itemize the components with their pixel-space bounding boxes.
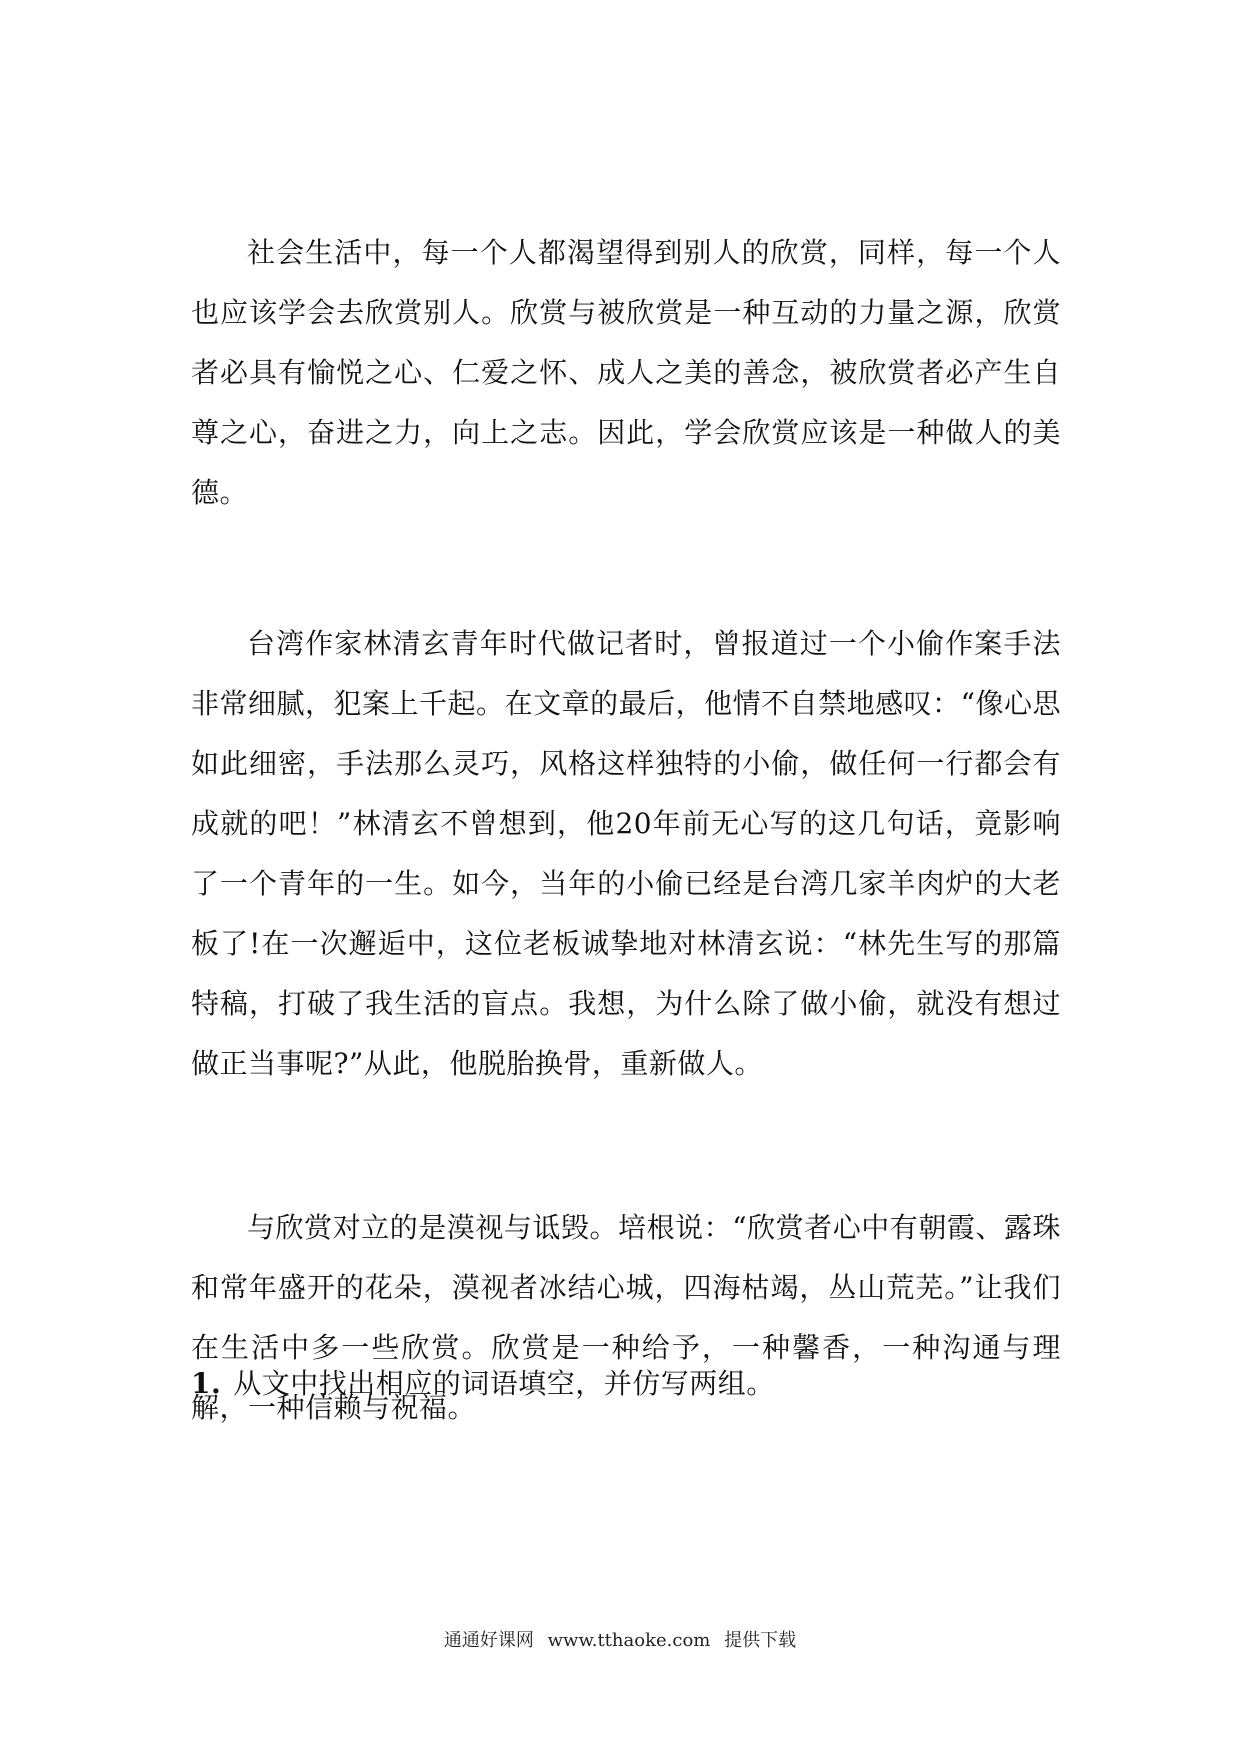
footer-action: 提供下载 [724, 1630, 797, 1651]
question-text: 从文中找出相应的词语填空，并仿写两组。 [233, 1367, 775, 1400]
footer-site-name: 通通好课网 [443, 1630, 534, 1651]
paragraph-appreciation-intro: 社会生活中，每一个人都渴望得到别人的欣赏，同样，每一个人也应该学会去欣赏别人。欣赏与被欣赏是一种互动的力量之源，欣赏者必具有愉悦之心、仁爱之怀、成人之美的善念，被欣赏者必产生自尊之心，奋进之力，向上之志。因此，学会欣赏应该是一种做人的美德。 [191, 236, 1061, 509]
question-number: 1. [191, 1367, 222, 1400]
page-footer [0, 1628, 1240, 1654]
paragraph-lin-qingxuan-story: 台湾作家林清玄青年时代做记者时，曾报道过一个小偷作案手法非常细腻，犯案上千起。在文章的最后，他情不自禁地感叹：“像心思如此细密，手法那么灵巧，风格这样独特的小偷，做任何一行都会有成就的吧！”林清玄不曾想到，他20年前无心写的这几句话，竟影响了一个青年的一生。如今，当年的小偷已经是台湾几家羊肉炉的大老板了!在一次邂逅中，这位老板诚挚地对林清玄说：“林先生写的那篇特稿，打破了我生活的盲点。我想，为什么除了做小偷，就没有想过做正当事呢?”从此，他脱胎换骨，重新做人。 [191, 627, 1061, 1080]
question-1 [191, 1354, 1061, 1414]
paragraph-bacon-quote: 与欣赏对立的是漠视与诋毁。培根说：“欣赏者心中有朝霞、露珠和常年盛开的花朵，漠视者冰结心城，四海枯竭，丛山荒芜。”让我们在生活中多一些欣赏。欣赏是一种给予，一种馨香，一种沟通与理解，一种信赖与祝福。 [191, 1211, 1061, 1424]
footer-url: www.tthaoke.com [547, 1630, 711, 1651]
